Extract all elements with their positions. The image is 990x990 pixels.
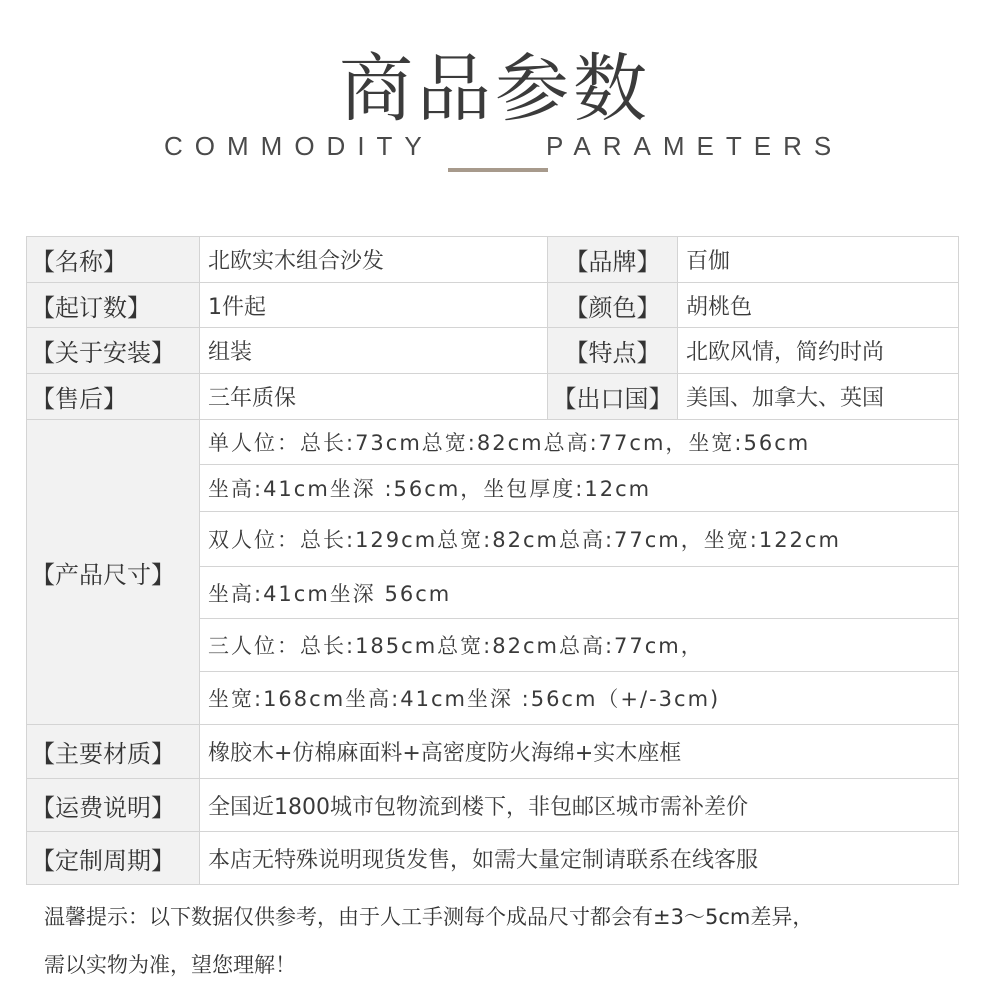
shipping-label: 【运费说明】: [27, 779, 200, 832]
size-line: 坐宽:168cm坐高:41cm坐深 :56cm（+/-3cm): [200, 672, 959, 725]
export-value: 美国、加拿大、英国: [678, 374, 959, 420]
custom-label: 【定制周期】: [27, 832, 200, 885]
feature-label: 【特点】: [548, 328, 678, 374]
size-line: 坐高:41cm坐深 :56cm，坐包厚度:12cm: [200, 465, 959, 512]
aftersale-label: 【售后】: [27, 374, 200, 420]
notice-line-1: 温馨提示：以下数据仅供参考，由于人工手测每个成品尺寸都会有±3～5cm差异，: [44, 905, 814, 929]
export-label: 【出口国】: [548, 374, 678, 420]
size-line: 双人位：总长:129cm总宽:82cm总高:77cm，坐宽:122cm: [200, 512, 959, 567]
brand-value: 百伽: [678, 237, 959, 283]
feature-value: 北欧风情，简约时尚: [678, 328, 959, 374]
shipping-value: 全国近1800城市包物流到楼下，非包邮区城市需补差价: [200, 779, 959, 832]
notice-line-2: 需以实物为准，望您理解！: [44, 953, 296, 977]
title-accent-bar: [448, 168, 548, 172]
moq-value: 1件起: [200, 283, 548, 328]
material-label: 【主要材质】: [27, 725, 200, 779]
size-line: 坐高:41cm坐深 56cm: [200, 567, 959, 619]
subtitle-parameters: PARAMETERS: [546, 131, 844, 161]
color-value: 胡桃色: [678, 283, 959, 328]
moq-label: 【起订数】: [27, 283, 200, 328]
size-line: 单人位：总长:73cm总宽:82cm总高:77cm，坐宽:56cm: [200, 420, 959, 465]
name-value: 北欧实木组合沙发: [200, 237, 548, 283]
subtitle-commodity: COMMODITY: [164, 131, 434, 161]
page-title: 商品参数: [339, 46, 651, 132]
size-line: 三人位：总长:185cm总宽:82cm总高:77cm，: [200, 619, 959, 672]
brand-label: 【品牌】: [548, 237, 678, 283]
aftersale-value: 三年质保: [200, 374, 548, 420]
custom-value: 本店无特殊说明现货发售，如需大量定制请联系在线客服: [200, 832, 959, 885]
size-label: 【产品尺寸】: [27, 420, 200, 725]
parameters-table: [26, 236, 959, 885]
material-value: 橡胶木+仿棉麻面料+高密度防火海绵+实木座框: [200, 725, 959, 779]
color-label: 【颜色】: [548, 283, 678, 328]
name-label: 【名称】: [27, 237, 200, 283]
install-label: 【关于安装】: [27, 328, 200, 374]
install-value: 组装: [200, 328, 548, 374]
